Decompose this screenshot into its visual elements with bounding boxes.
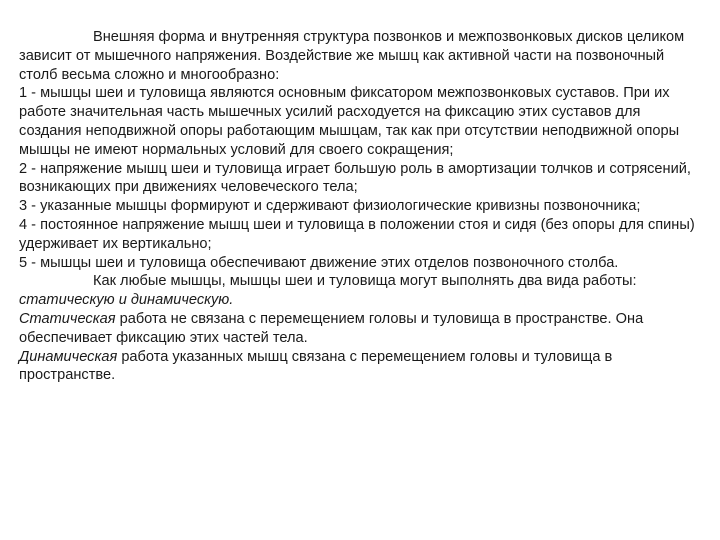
point-4: 4 - постоянное напряжение мышц шеи и туловища в положении стоя и сидя (без опоры для спины) удерживает их вертикально;: [19, 216, 695, 252]
point-1: 1 - мышцы шеи и туловища являются основным фиксатором межпозвонковых суставов. При их работе значительная часть мышечных усилий расходуется на фиксацию этих суставов для создания неподвижной опоры работающим мышцам, так как при отсутствии неподвижной опоры мышцы не имеют нормальных условий для своего сокращения;: [19, 85, 680, 158]
intro-paragraph: Внешняя форма и внутренняя структура позвонков и межпозвонковых дисков целиком зависит от мышечного напряжения. Воздействие же мышц как активной части на позвоночный столб весьма сложно и многообразно:: [19, 29, 685, 83]
work-types-italic: статическую и динамическую.: [19, 292, 234, 309]
work-types-paragraph: [19, 272, 704, 310]
static-paragraph: [19, 310, 704, 348]
document-text: [19, 28, 704, 385]
static-term: Статическая: [19, 310, 116, 327]
dynamic-text: работа указанных мышц связана с перемещением головы и туловища в пространстве.: [19, 348, 613, 384]
point-5: 5 - мышцы шеи и туловища обеспечивают движение этих отделов позвоночного столба.: [19, 254, 619, 271]
point-2: 2 - напряжение мышц шеи и туловища играет большую роль в амортизации толчков и сотрясений, возникающих при движениях человеческого тела;: [19, 160, 691, 196]
dynamic-paragraph: [19, 348, 704, 386]
static-text: работа не связана с перемещением головы и туловища в пространстве. Она обеспечивает фиксацию этих частей тела.: [19, 310, 644, 346]
work-types-lead: Как любые мышцы, мышцы шеи и туловища могут выполнять два вида работы:: [93, 273, 637, 290]
point-3: 3 - указанные мышцы формируют и сдерживают физиологические кривизны позвоночника;: [19, 198, 641, 215]
dynamic-term: Динамическая: [19, 348, 118, 365]
